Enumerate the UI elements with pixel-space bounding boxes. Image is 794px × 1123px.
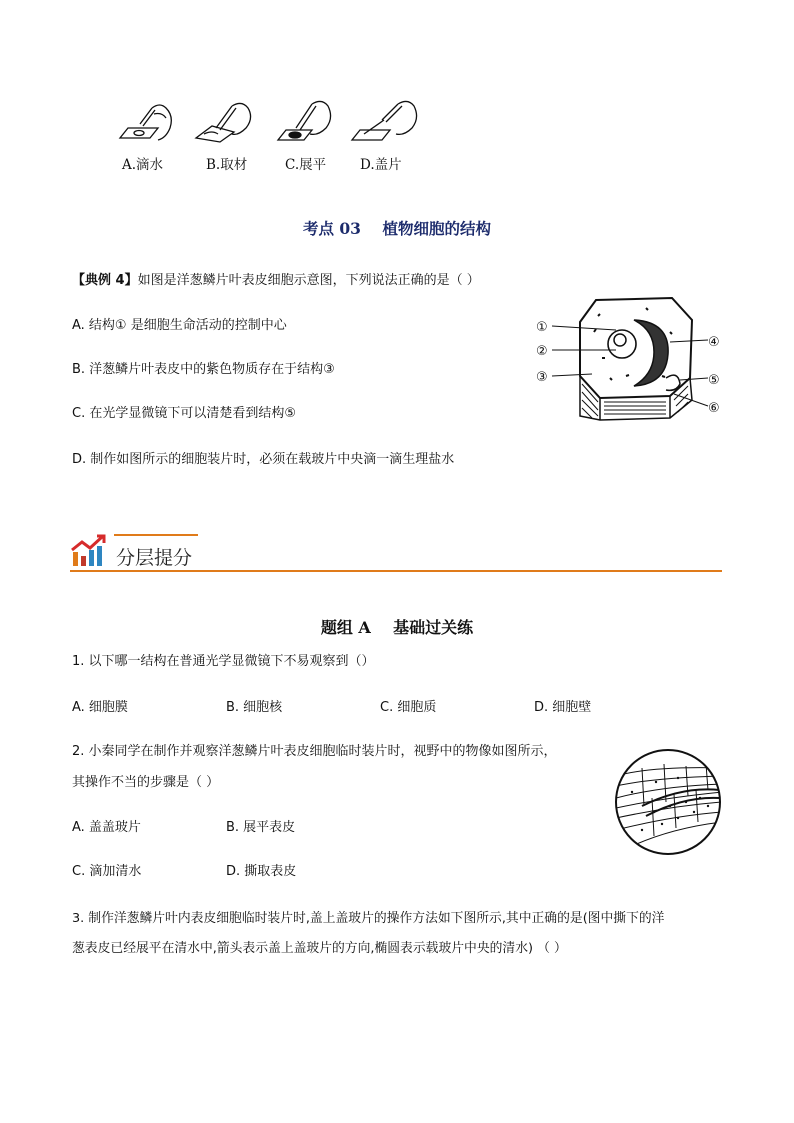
caption-flattening: C.展平 [285, 157, 327, 173]
q2-stem-line2: 其操作不当的步骤是（ ） [72, 775, 220, 790]
caption-cover-slip: D.盖片 [360, 157, 402, 173]
example-4-option-c: C. 在光学显微镜下可以清楚看到结构⑤ [72, 406, 296, 421]
onion-cell-diagram [530, 292, 730, 432]
q1-stem: 1. 以下哪一结构在普通光学显微镜下不易观察到（） [72, 654, 375, 669]
section-banner [70, 534, 722, 574]
section-03-title: 考点 03 植物细胞的结构 [302, 219, 492, 238]
caption-dropping-water: A.滴水 [122, 157, 164, 173]
procedure-sketches [108, 98, 428, 150]
banner-underline [70, 570, 722, 572]
q3-stem-line1: 3. 制作洋葱鳞片叶内表皮细胞临时装片时,盖上盖玻片的操作方法如下图所示,其中正确的是(图中撕下的洋 [72, 911, 665, 926]
dropping-water-sketch [120, 105, 171, 140]
diagram-label-4: ④ [708, 335, 720, 350]
q2-option-a: A. 盖盖玻片 [72, 820, 141, 835]
q1-option-d: D. 细胞壁 [534, 700, 592, 715]
microscope-view-image [612, 746, 724, 858]
flattening-sketch [278, 101, 331, 140]
example-4-stem: 如图是洋葱鳞片叶表皮细胞示意图，下列说法正确的是（ ） [137, 273, 480, 288]
diagram-label-1: ① [536, 320, 548, 335]
q1-option-a: A. 细胞膜 [72, 700, 128, 715]
rising-chart-icon [70, 534, 110, 570]
diagram-label-6: ⑥ [708, 401, 720, 416]
diagram-label-5: ⑤ [708, 373, 720, 388]
q2-option-d: D. 撕取表皮 [226, 864, 297, 879]
procedure-figure [108, 98, 428, 178]
example-4-option-a: A. 结构① 是细胞生命活动的控制中心 [72, 318, 287, 333]
taking-material-sketch [196, 103, 251, 142]
example-4-option-d: D. 制作如图所示的细胞装片时，必须在载玻片中央滴一滴生理盐水 [72, 452, 455, 467]
q2-option-b: B. 展平表皮 [226, 820, 296, 835]
q1-option-c: C. 细胞质 [380, 700, 437, 715]
q2-option-c: C. 滴加清水 [72, 864, 142, 879]
q2-stem-line1: 2. 小秦同学在制作并观察洋葱鳞片叶表皮细胞临时装片时，视野中的物像如图所示， [72, 744, 557, 759]
q1-option-b: B. 细胞核 [226, 700, 283, 715]
cover-slip-sketch [352, 101, 417, 140]
q3-stem-line2: 葱表皮已经展平在清水中,箭头表示盖上盖玻片的方向,椭圆表示载玻片中央的清水) （ ） [72, 941, 567, 956]
banner-top-rule [114, 534, 198, 536]
example-4-label: 【典例 4】 [72, 273, 138, 288]
group-a-title: 题组 A 基础过关练 [320, 618, 474, 637]
diagram-label-2: ② [536, 344, 548, 359]
diagram-label-3: ③ [536, 370, 548, 385]
caption-taking-material: B.取材 [206, 157, 248, 173]
banner-title: 分层提分 [116, 547, 193, 569]
example-4-question [72, 272, 480, 290]
example-4-option-b: B. 洋葱鳞片叶表皮中的紫色物质存在于结构③ [72, 362, 335, 377]
